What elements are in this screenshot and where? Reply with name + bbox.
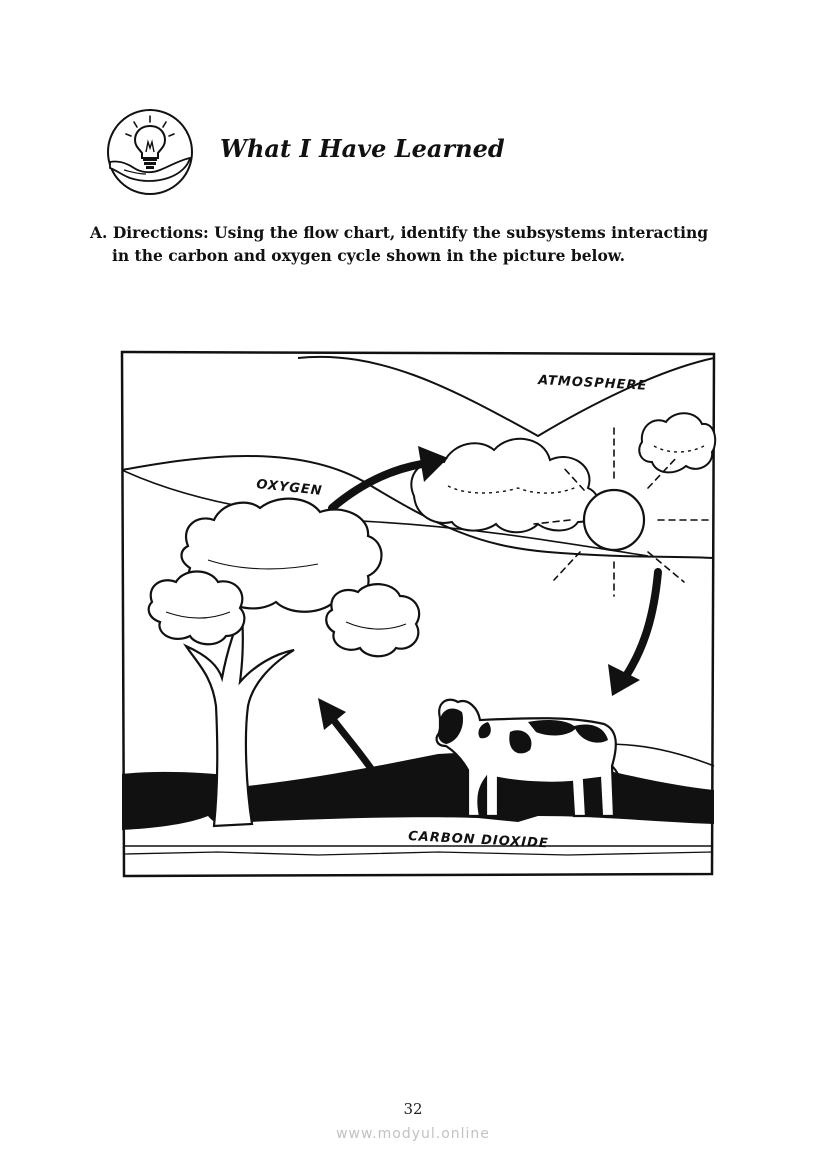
directions-line-2: in the carbon and oxygen cycle shown in the picture below. bbox=[112, 246, 625, 265]
carbon-dioxide-arrow bbox=[332, 718, 372, 770]
lightbulb-in-hand-icon bbox=[104, 108, 196, 196]
sun-to-cow-arrow bbox=[626, 572, 658, 676]
oxygen-label: OXYGEN bbox=[255, 477, 324, 499]
carbon-dioxide-label: CARBON DIOXIDE bbox=[407, 829, 550, 852]
ground-band bbox=[122, 753, 714, 831]
clouds bbox=[411, 413, 715, 532]
carbon-oxygen-cycle-illustration bbox=[118, 346, 718, 882]
atmosphere-label: ATMOSPHERE bbox=[537, 373, 648, 394]
page-number: 32 bbox=[403, 1100, 423, 1118]
oxygen-arrow bbox=[332, 464, 422, 508]
watermark: www.modyul.online bbox=[336, 1126, 490, 1142]
section-title: What I Have Learned bbox=[220, 134, 505, 163]
directions-text bbox=[90, 221, 730, 267]
directions-line-1: A. Directions: Using the flow chart, identify the subsystems interacting bbox=[90, 223, 709, 242]
